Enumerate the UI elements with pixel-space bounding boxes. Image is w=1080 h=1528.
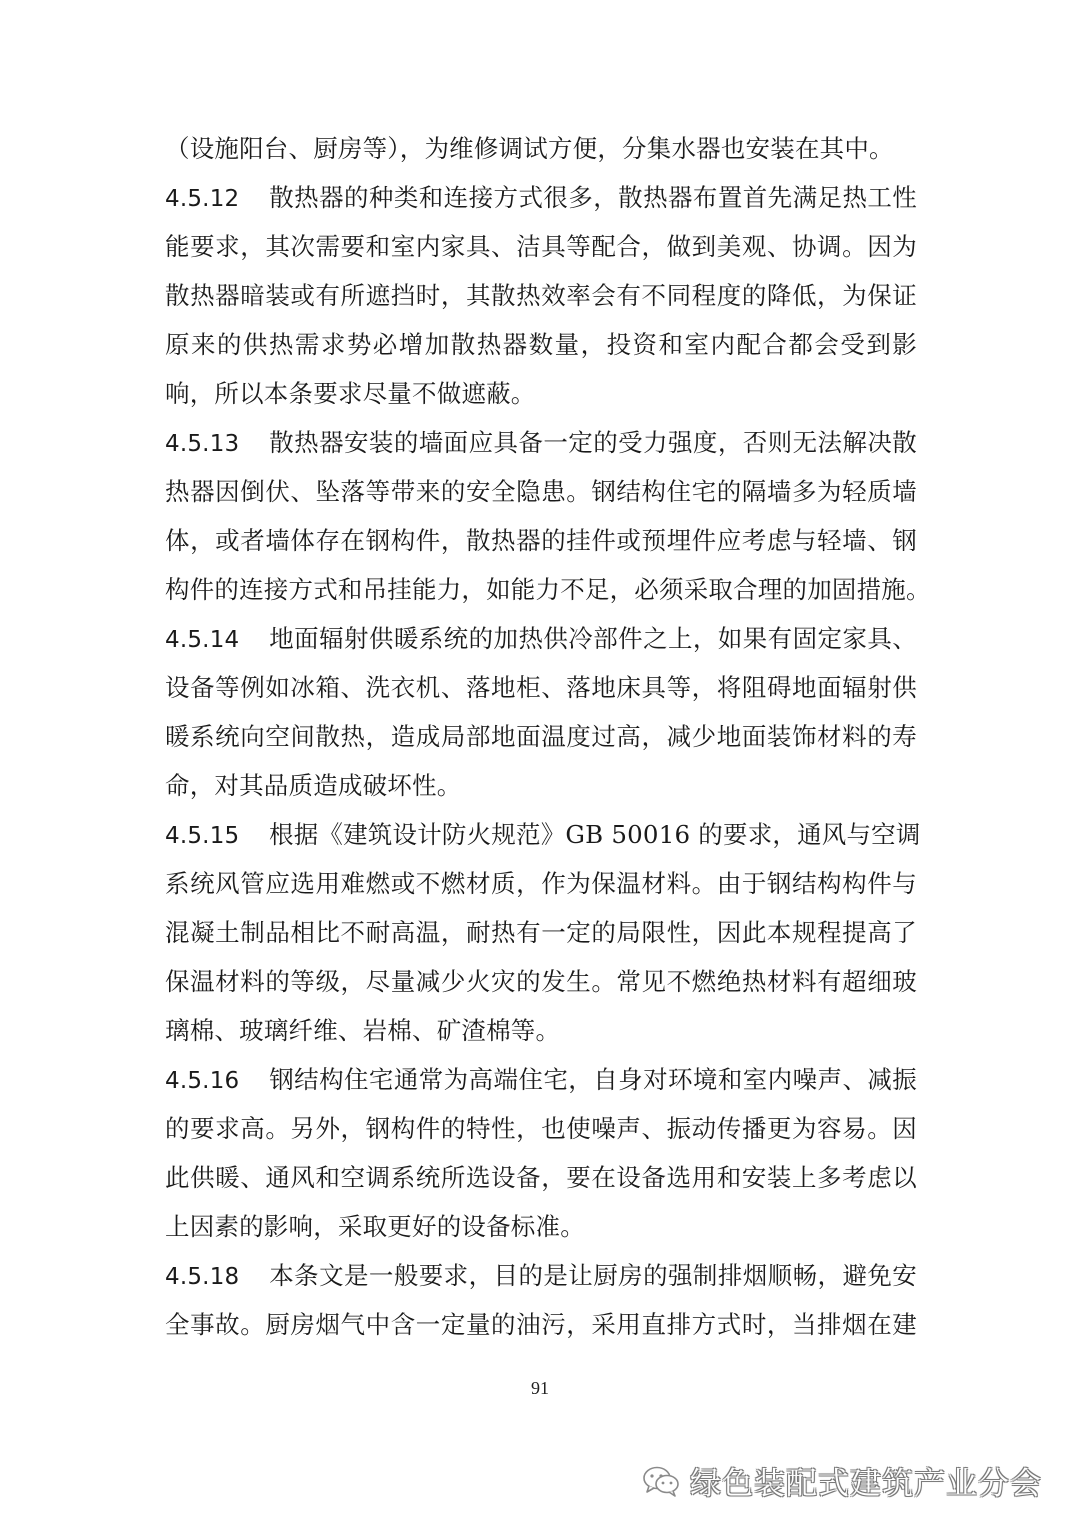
watermark-text: 绿色装配式建筑产业分会 — [690, 1466, 1042, 1502]
text-line-content: 钢结构住宅通常为高端住宅，自身对环境和室内噪声、减振 — [269, 1065, 917, 1094]
text-line: 全事故。厨房烟气中含一定量的油污，采用直排方式时，当排烟在建 — [165, 1310, 917, 1339]
text-line: 暖系统向空间散热，造成局部地面温度过高，减少地面装饰材料的寿 — [165, 722, 917, 751]
text-line: 散热器暗装或有所遮挡时，其散热效率会有不同程度的降低，为保证 — [165, 281, 917, 310]
text-line: 的要求高。另外，钢构件的特性，也使噪声、振动传播更为容易。因 — [165, 1114, 917, 1143]
text-line: 响，所以本条要求尽量不做遮蔽。 — [165, 379, 536, 408]
clause-number: 4.5.15 — [165, 823, 240, 849]
text-line: 体，或者墙体存在钢构件，散热器的挂件或预埋件应考虑与轻墙、钢 — [165, 526, 917, 555]
body-text — [165, 124, 931, 1349]
text-line-content: 本条文是一般要求，目的是让厨房的强制排烟顺畅，避免安 — [269, 1261, 917, 1290]
paragraph-first-line — [165, 1251, 917, 1300]
text-line: 构件的连接方式和吊挂能力，如能力不足，必须采取合理的加固措施。 — [165, 575, 931, 604]
text-line: 热器因倒伏、坠落等带来的安全隐患。钢结构住宅的隔墙多为轻质墙 — [165, 477, 917, 506]
wechat-watermark — [642, 1458, 1042, 1503]
clause-number: 4.5.13 — [165, 431, 240, 457]
text-line: 系统风管应选用难燃或不燃材质，作为保温材料。由于钢结构构件与 — [165, 869, 917, 898]
text-line-content: 根据《建筑设计防火规范》GB 50016 的要求，通风与空调 — [269, 820, 921, 849]
text-line-content: （设施阳台、厨房等），为维修调试方便，分集水器也安装在其中。 — [165, 134, 894, 163]
text-line-content: 地面辐射供暖系统的加热供冷部件之上，如果有固定家具、 — [269, 624, 917, 653]
text-line: 璃棉、玻璃纤维、岩棉、矿渣棉等。 — [165, 1016, 561, 1045]
text-line: 原来的供热需求势必增加散热器数量，投资和室内配合都会受到影 — [165, 330, 917, 359]
wechat-icon — [642, 1465, 680, 1497]
clause-number: 4.5.16 — [165, 1068, 240, 1094]
paragraph-first-line — [165, 810, 921, 859]
text-line: 命，对其品质造成破坏性。 — [165, 771, 462, 800]
text-line — [165, 124, 917, 173]
text-line: 设备等例如冰箱、洗衣机、落地柜、落地床具等，将阻碍地面辐射供 — [165, 673, 917, 702]
text-line: 混凝土制品相比不耐高温，耐热有一定的局限性，因此本规程提高了 — [165, 918, 917, 947]
text-line-content: 散热器安装的墙面应具备一定的受力强度，否则无法解决散 — [269, 428, 917, 457]
text-line-content: 散热器的种类和连接方式很多，散热器布置首先满足热工性 — [269, 183, 917, 212]
text-line: 此供暖、通风和空调系统所选设备，要在设备选用和安装上多考虑以 — [165, 1163, 917, 1192]
clause-number: 4.5.14 — [165, 627, 240, 653]
paragraph-first-line — [165, 418, 917, 467]
text-line: 能要求，其次需要和室内家具、洁具等配合，做到美观、协调。因为 — [165, 232, 917, 261]
text-line: 保温材料的等级，尽量减少火灾的发生。常见不燃绝热材料有超细玻 — [165, 967, 917, 996]
clause-number: 4.5.12 — [165, 186, 240, 212]
paragraph-first-line — [165, 173, 917, 222]
paragraph-first-line — [165, 614, 917, 663]
text-line: 上因素的影响，采取更好的设备标准。 — [165, 1212, 585, 1241]
page-number: 91 — [531, 1378, 549, 1398]
paragraph-first-line — [165, 1055, 917, 1104]
clause-number: 4.5.18 — [165, 1264, 240, 1290]
